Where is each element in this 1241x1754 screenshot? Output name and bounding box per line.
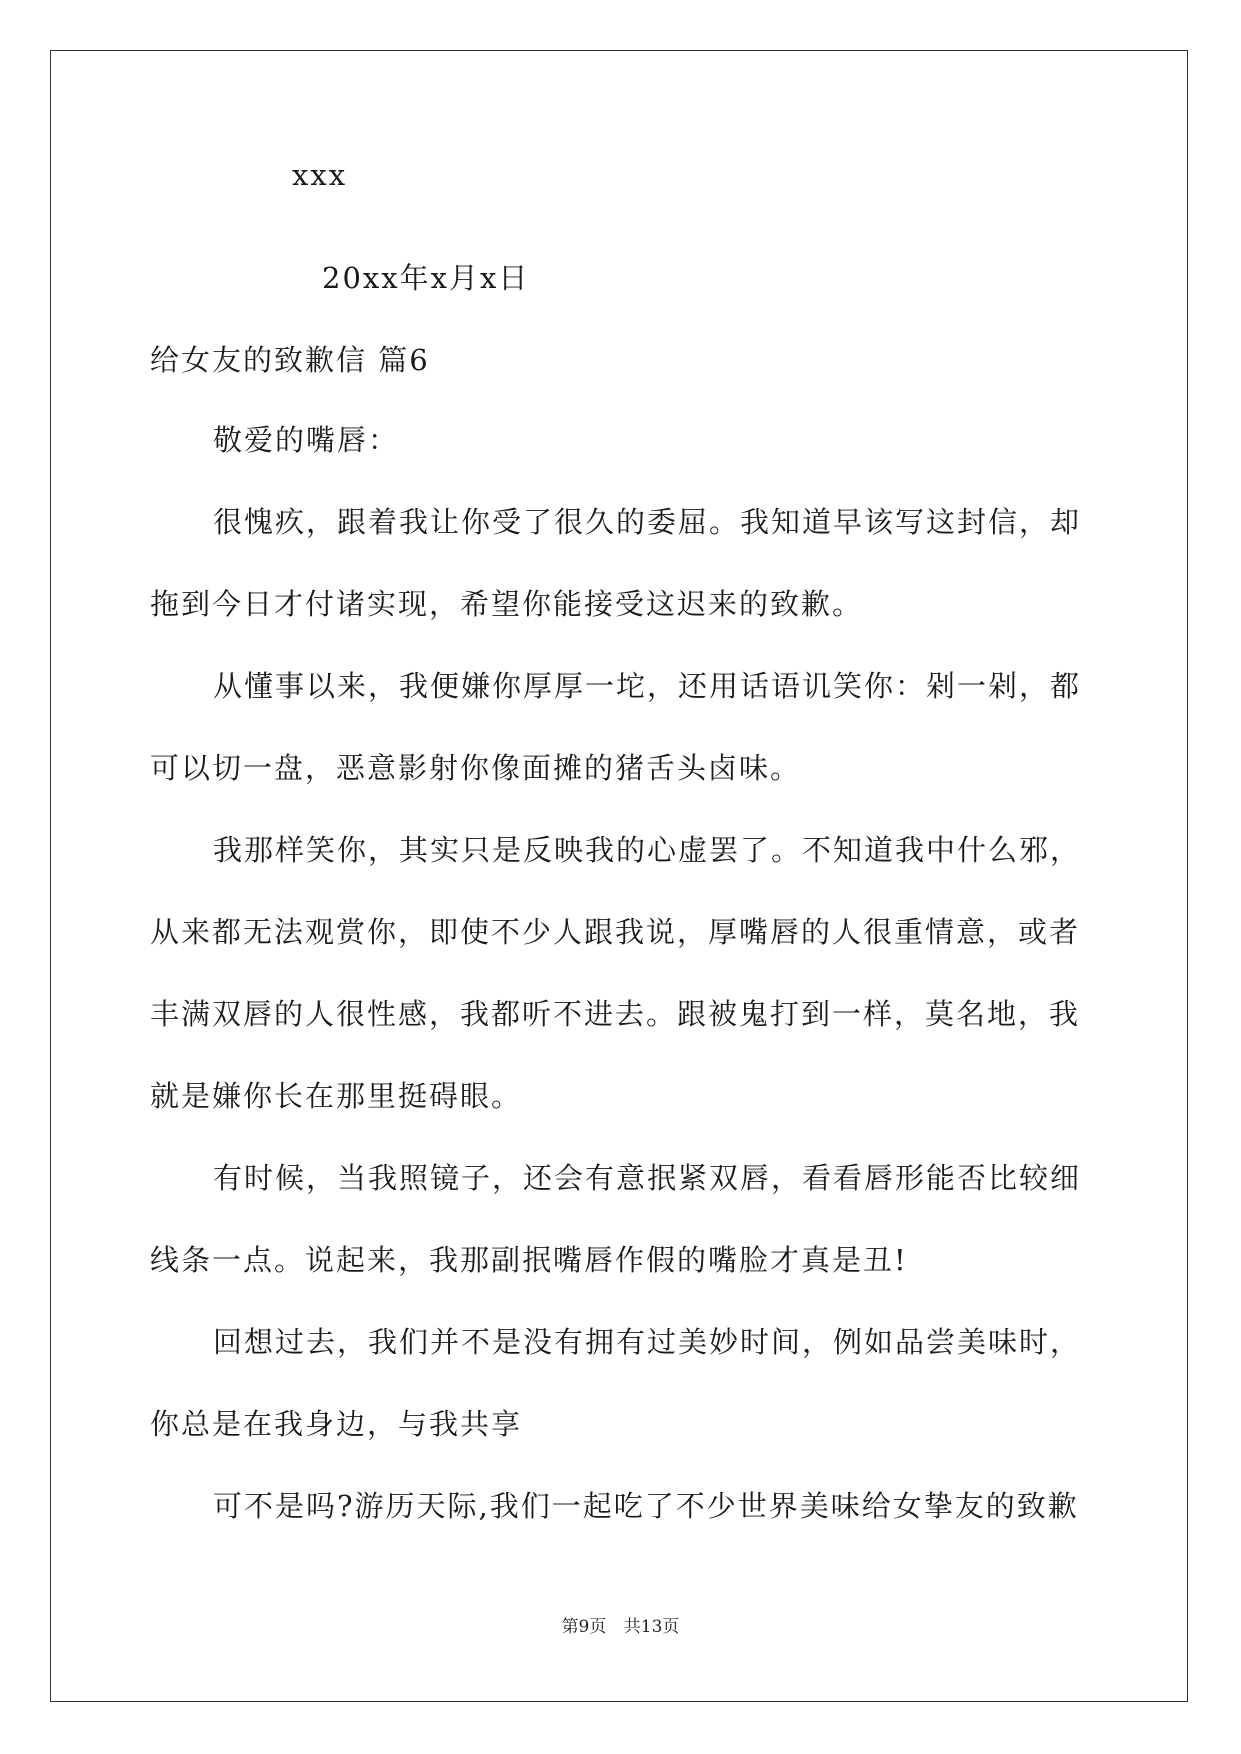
- body-line: 从懂事以来，我便嫌你厚厚一坨，还用话语讥笑你：剁一剁，都: [213, 669, 1082, 703]
- page-total: 共13页: [623, 1617, 680, 1637]
- body-line: 可以切一盘，恶意影射你像面摊的猪舌头卤味。: [150, 751, 802, 785]
- page-number: 第9页: [561, 1617, 607, 1637]
- body-line: 很愧疚，跟着我让你受了很久的委屈。我知道早该写这封信，却: [213, 505, 1082, 539]
- body-line: 可不是吗?游历天际,我们一起吃了不少世界美味给女挚友的致歉: [213, 1489, 1079, 1523]
- section-title: 给女友的致歉信 篇6: [150, 343, 430, 377]
- body-line: 从来都无法观赏你，即使不少人跟我说，厚嘴唇的人很重情意，或者: [150, 915, 1081, 949]
- salutation: 敬爱的嘴唇：: [213, 423, 400, 457]
- body-line: 就是嫌你长在那里挺碍眼。: [150, 1079, 523, 1113]
- page-border: [50, 50, 1188, 1702]
- date: 20xx年x月x日: [322, 261, 530, 295]
- signature: xxx: [292, 158, 348, 192]
- body-line: 我那样笑你，其实只是反映我的心虚罢了。不知道我中什么邪，: [213, 833, 1082, 867]
- page-footer: [0, 1612, 1241, 1637]
- body-line: 丰满双唇的人很性感，我都听不进去。跟被鬼打到一样，莫名地，我: [150, 997, 1081, 1031]
- body-line: 你总是在我身边，与我共享: [150, 1407, 523, 1441]
- body-line: 拖到今日才付诸实现，希望你能接受这迟来的致歉。: [150, 587, 864, 621]
- body-line: 线条一点。说起来，我那副抿嘴唇作假的嘴脸才真是丑!: [150, 1243, 908, 1277]
- body-line: 有时候，当我照镜子，还会有意抿紧双唇，看看唇形能否比较细: [213, 1161, 1082, 1195]
- body-line: 回想过去，我们并不是没有拥有过美妙时间，例如品尝美味时，: [213, 1325, 1082, 1359]
